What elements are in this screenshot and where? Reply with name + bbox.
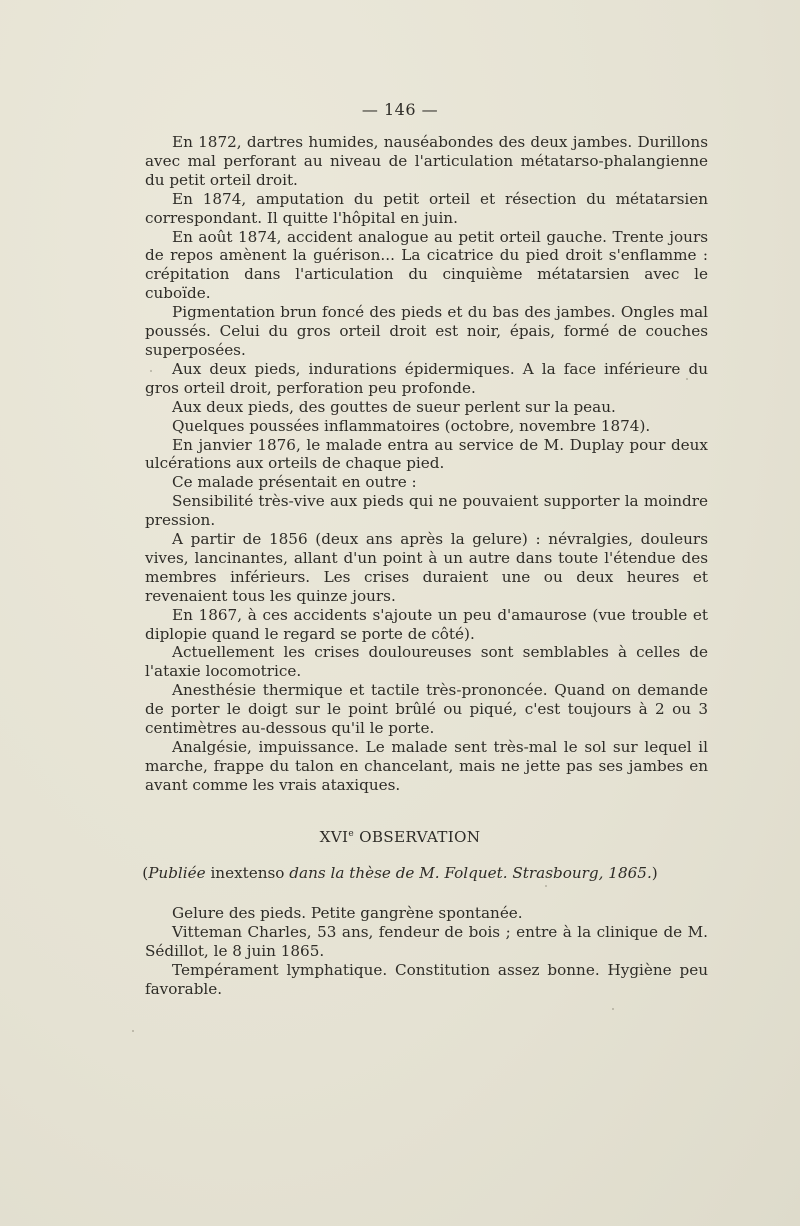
paper-speck [686, 378, 688, 380]
paragraph: Aux deux pieds, des gouttes de sueur perlent sur la peau. [172, 397, 616, 416]
paper-speck [612, 1008, 614, 1010]
source-published: Publiée [148, 864, 206, 882]
observation-ordinal-suffix: e [348, 829, 354, 839]
page-number: — 146 — [361, 100, 439, 119]
source-thesis-reference: dans la thèse de M. Folquet. Strasbourg, 1865. [289, 864, 652, 882]
paragraph: A partir de 1856 (deux ans après la gelure) : névralgies, douleurs vives, lancinantes, allant d'un point à un autre dans toute l'étendue des membres inférieurs. Les crises duraient une ou deux heures et revenaient tous les quinze jours. [145, 530, 708, 605]
paragraph: Sensibilité très-vive aux pieds qui ne pouvaient supporter la moindre pression. [145, 492, 708, 530]
paper-speck [132, 1030, 134, 1032]
paragraph: Aux deux pieds, indurations épidermiques. A la face inférieure du gros orteil droit, perforation peu profonde. [145, 359, 708, 397]
paragraph: Analgésie, impuissance. Le malade sent très-mal le sol sur lequel il marche, frappe du talon en chancelant, mais ne jette pas ses jambes en avant comme les vrais ataxiques. [145, 738, 708, 794]
paragraph: Actuellement les crises douloureuses sont semblables à celles de l'ataxie locomotrice. [145, 643, 708, 681]
paragraph: Vitteman Charles, 53 ans, fendeur de bois ; entre à la clinique de M. Sédillot, le 8 juin 1865. [145, 922, 708, 960]
paragraph: Gelure des pieds. Petite gangrène spontanée. [172, 904, 523, 922]
source-open-paren: ( [142, 864, 149, 882]
source-inextenso: inextenso [205, 864, 290, 882]
paragraph: En 1867, à ces accidents s'ajoute un peu d'amaurose (vue trouble et diplopie quand le regard se porte de côté). [145, 605, 708, 643]
paragraph: En 1874, amputation du petit orteil et résection du métatarsien correspondant. Il quitte l'hôpital en juin. [145, 189, 708, 227]
observation-heading [0, 828, 800, 846]
observation-number: XVI [319, 828, 349, 846]
observation-text [145, 904, 708, 999]
paragraph: En 1872, dartres humides, nauséabondes des deux jambes. Durillons avec mal perforant au niveau de l'articulation métatarso-phalangienne du petit orteil droit. [145, 133, 708, 189]
paragraph: En janvier 1876, le malade entra au service de M. Duplay pour deux ulcérations aux orteils de chaque pied. [145, 435, 708, 473]
paragraph: Ce malade présentait en outre : [172, 473, 417, 492]
paper-speck [150, 370, 152, 372]
case-text [145, 133, 708, 795]
paragraph: Tempérament lymphatique. Constitution assez bonne. Hygiène peu favorable. [145, 960, 708, 998]
observation-source [0, 864, 800, 882]
paragraph: Anesthésie thermique et tactile très-prononcée. Quand on demande de porter le doigt sur le point brûlé ou piqué, c'est toujours à 2 ou 3 centimètres au-dessous qu'il le porte. [145, 681, 708, 738]
paper-speck [545, 885, 547, 887]
paragraph: Pigmentation brun foncé des pieds et du bas des jambes. Ongles mal poussés. Celui du gros orteil droit est noir, épais, formé de couches superposées. [145, 303, 708, 359]
paragraph: En août 1874, accident analogue au petit orteil gauche. Trente jours de repos amènent la guérison... La cicatrice du pied droit s'enflamme : crépitation dans l'articulation du cinquième métatarsien avec le cuboïde. [145, 227, 708, 303]
paragraph: Quelques poussées inflammatoires (octobre, novembre 1874). [172, 416, 651, 435]
source-close-paren: ) [651, 864, 658, 882]
observation-heading-label: OBSERVATION [353, 828, 481, 846]
